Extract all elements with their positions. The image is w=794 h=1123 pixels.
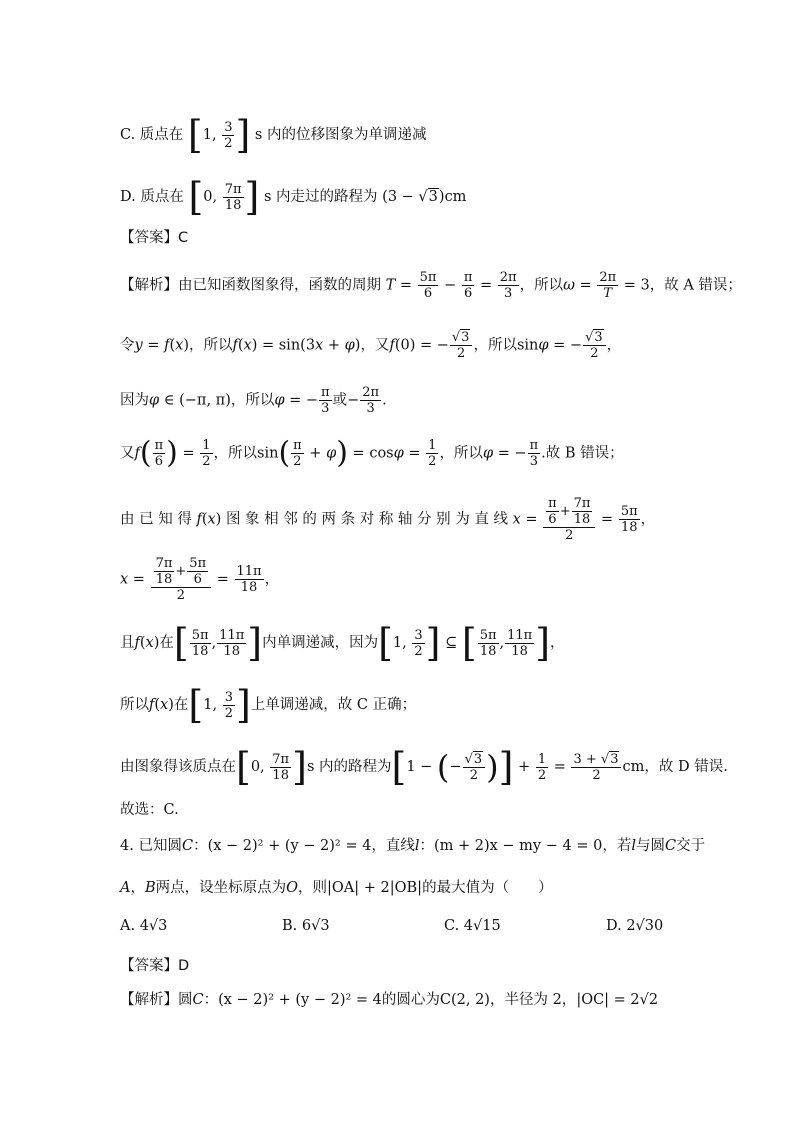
- answer-2: 【答案】D: [120, 958, 190, 974]
- text-span: .故 B 错误；: [541, 445, 624, 462]
- text-span: ，又: [360, 337, 390, 354]
- option-d-unit: cm: [444, 189, 467, 205]
- text-span: l: [414, 838, 420, 854]
- text-span: 6√3: [301, 918, 330, 934]
- answer-1: 【答案】C: [120, 230, 189, 246]
- text-span: C.: [444, 918, 460, 934]
- option-c-line: C. 质点在 [1, $\frac{3}{2}$ ] s 内的位移图象为单调递减: [120, 113, 427, 157]
- text-span: 与圆: [635, 838, 665, 854]
- text-span: 2√30: [626, 918, 664, 934]
- option-c-suffix: s 内的位移图象为单调递减: [254, 127, 427, 143]
- option-d-mid: s 内走过的路程为: [263, 189, 378, 205]
- text-span: ，所以: [230, 392, 275, 409]
- text-span: C: [181, 838, 194, 854]
- text-span: ，半径为 2，: [489, 992, 577, 1008]
- text-span: C: [664, 838, 677, 854]
- text-span: ，所以: [439, 445, 483, 462]
- text-span: A: [120, 880, 131, 896]
- text-span: 在: [173, 697, 189, 713]
- text-span: s 内的路程为: [306, 759, 392, 775]
- option-d-prefix: D. 质点在: [120, 189, 184, 205]
- text-span: ，: [640, 511, 656, 528]
- question-4-line-2: [120, 878, 754, 898]
- text-span: C(2, 2): [439, 992, 490, 1008]
- conclusion-line: 故选：C.: [120, 802, 179, 818]
- text-span: ：: [203, 992, 219, 1008]
- analysis-line-3: 因为φ ∈ (−π, π)，所以φ = − $\frac{\pi}{3}$ 或− $\frac{2\pi}{3}$ .: [120, 385, 387, 416]
- text-span: 两点，设坐标原点为: [155, 880, 287, 896]
- analysis-line-2: 令y = f(x)，所以f(x) = sin(3x + φ)，又f(0) = − $\frac{√3}{2}$ ，所以sinφ = − $\frac{√3}{2}$ ，: [120, 330, 622, 361]
- interval-1-3over2: 1, $\frac{3}{2}$: [202, 119, 233, 151]
- text-span: |OC| = 2√2: [576, 992, 659, 1008]
- text-span: .: [382, 392, 387, 409]
- analysis-2-line: [120, 990, 754, 1010]
- text-span: |OA| + 2|OB|: [327, 880, 423, 896]
- analysis-line-8: 所以f(x)在[1, $\frac{3}{2}$ ]上单调递减，故 C 正确；: [120, 683, 417, 727]
- text-span: B: [144, 880, 156, 896]
- text-span: D.: [606, 918, 622, 934]
- text-span: 4√3: [139, 918, 168, 934]
- text-span: 且: [120, 635, 135, 651]
- text-span: ，: [264, 571, 280, 588]
- analysis-line-5: 由 已 知 得 f(x) 图 象 相 邻 的 两 条 对 称 轴 分 别 为 直 线 x = $\frac{\pi}{6}$ + $\frac{7\pi}{18}$ 2 = $\frac{5\pi}{18}$ ，: [120, 496, 656, 543]
- text-span: 4√15: [463, 918, 501, 934]
- text-span: ，: [550, 635, 565, 651]
- analysis-line-1: 【解析】由已知函数图象得，函数的周期 T = $\frac{5\pi}{6}$ − $\frac{\pi}{6}$ = $\frac{2\pi}{3}$ ，所以ω = $\frac{2\pi}{T}$ = 3，故 A 错误；: [120, 270, 742, 301]
- text-span: ，所以: [519, 277, 564, 294]
- text-span: cm: [622, 759, 645, 775]
- option-a: [120, 916, 167, 936]
- text-span: ，故 A 错误；: [649, 277, 742, 294]
- text-span: ，若: [602, 838, 632, 854]
- text-span: B.: [282, 918, 298, 934]
- text-span: 因为: [120, 392, 149, 409]
- text-span: 【解析】圆: [120, 992, 193, 1008]
- text-span: C: [192, 992, 204, 1008]
- text-span: ：: [419, 838, 434, 854]
- option-b: [282, 916, 330, 936]
- text-span: 交于: [676, 838, 706, 854]
- text-span: ，故 D 错误.: [644, 759, 728, 775]
- text-span: 所以: [120, 697, 149, 713]
- option-d-value: (3 − √3): [382, 189, 445, 205]
- option-c-prefix: C. 质点在: [120, 127, 184, 143]
- option-d: [606, 916, 663, 936]
- text-span: 上单调递减，故 C 正确；: [250, 697, 417, 713]
- text-span: 在: [159, 635, 174, 651]
- text-span: l: [631, 838, 636, 854]
- text-span: ：: [193, 838, 208, 854]
- analysis-line-7: 且f(x)在[ $\frac{5\pi}{18}$ , $\frac{11\pi}{18}$ ]内单调递减，因为[1, $\frac{3}{2}$ ] ⊆ [ $\frac{5\pi}{18}$ , $\frac{11\pi}{18}$ ]，: [120, 621, 565, 665]
- text-span: 由 已 知 得: [120, 511, 192, 528]
- text-span: ，: [130, 880, 145, 896]
- text-span: 又: [120, 445, 135, 462]
- text-span: ，所以: [188, 337, 233, 354]
- analysis-line-4: 又f( $\frac{\pi}{6}$ ) = $\frac{1}{2}$ ，所以sin( $\frac{\pi}{2}$ + φ) = cosφ = $\frac{1}{2}$ ，所以φ = − $\frac{\pi}{3}$ .故 B 错误；: [120, 435, 624, 471]
- text-span: (m + 2)x − my − 4 = 0: [433, 838, 603, 854]
- text-span: 或: [332, 392, 348, 409]
- interval-0-7pi18: 0, $\frac{7\pi}{18}$: [203, 181, 242, 213]
- options-row: [120, 916, 754, 938]
- option-d-line: D. 质点在 [0, $\frac{7\pi}{18}$ ] s 内走过的路程为 (3 − √3)cm: [120, 175, 467, 219]
- text-span: ，直线: [371, 838, 415, 854]
- text-span: ，: [606, 337, 622, 354]
- text-span: 的圆心为: [381, 992, 440, 1008]
- text-span: ，所以: [473, 337, 517, 354]
- text-span: (x − 2)² + (y − 2)² = 4: [218, 992, 382, 1008]
- analysis-line-9: 由图象得该质点在[0, $\frac{7\pi}{18}$ ]s 内的路程为[1 − (− $\frac{√3}{2}$ )] + $\frac{1}{2}$ = $\frac{3 + √3}{2}$ cm，故 D 错误.: [120, 745, 728, 789]
- text-span: 的最大值为（ ）: [422, 880, 553, 896]
- analysis-line-6: x = $\frac{7\pi}{18}$ + $\frac{5\pi}{6}$ 2 = $\frac{11\pi}{18}$ ，: [120, 556, 280, 603]
- text-span: (x − 2)² + (y − 2)² = 4: [207, 838, 372, 854]
- text-span: 由图象得该质点在: [120, 759, 236, 775]
- option-c: [444, 916, 501, 936]
- text-span: 4. 已知圆: [120, 838, 182, 854]
- text-span: 内单调递减，因为: [262, 635, 379, 651]
- text-span: ，则: [298, 880, 328, 896]
- text-span: ，所以: [213, 445, 258, 462]
- text-span: 令: [120, 337, 135, 354]
- text-span: O: [286, 880, 299, 896]
- text-span: 图 象 相 邻 的 两 条 对 称 轴 分 别 为 直 线: [225, 511, 508, 528]
- analysis-head: 【解析】由已知函数图象得，函数的周期: [120, 277, 381, 294]
- question-4-line-1: [120, 836, 754, 856]
- text-span: A.: [120, 918, 136, 934]
